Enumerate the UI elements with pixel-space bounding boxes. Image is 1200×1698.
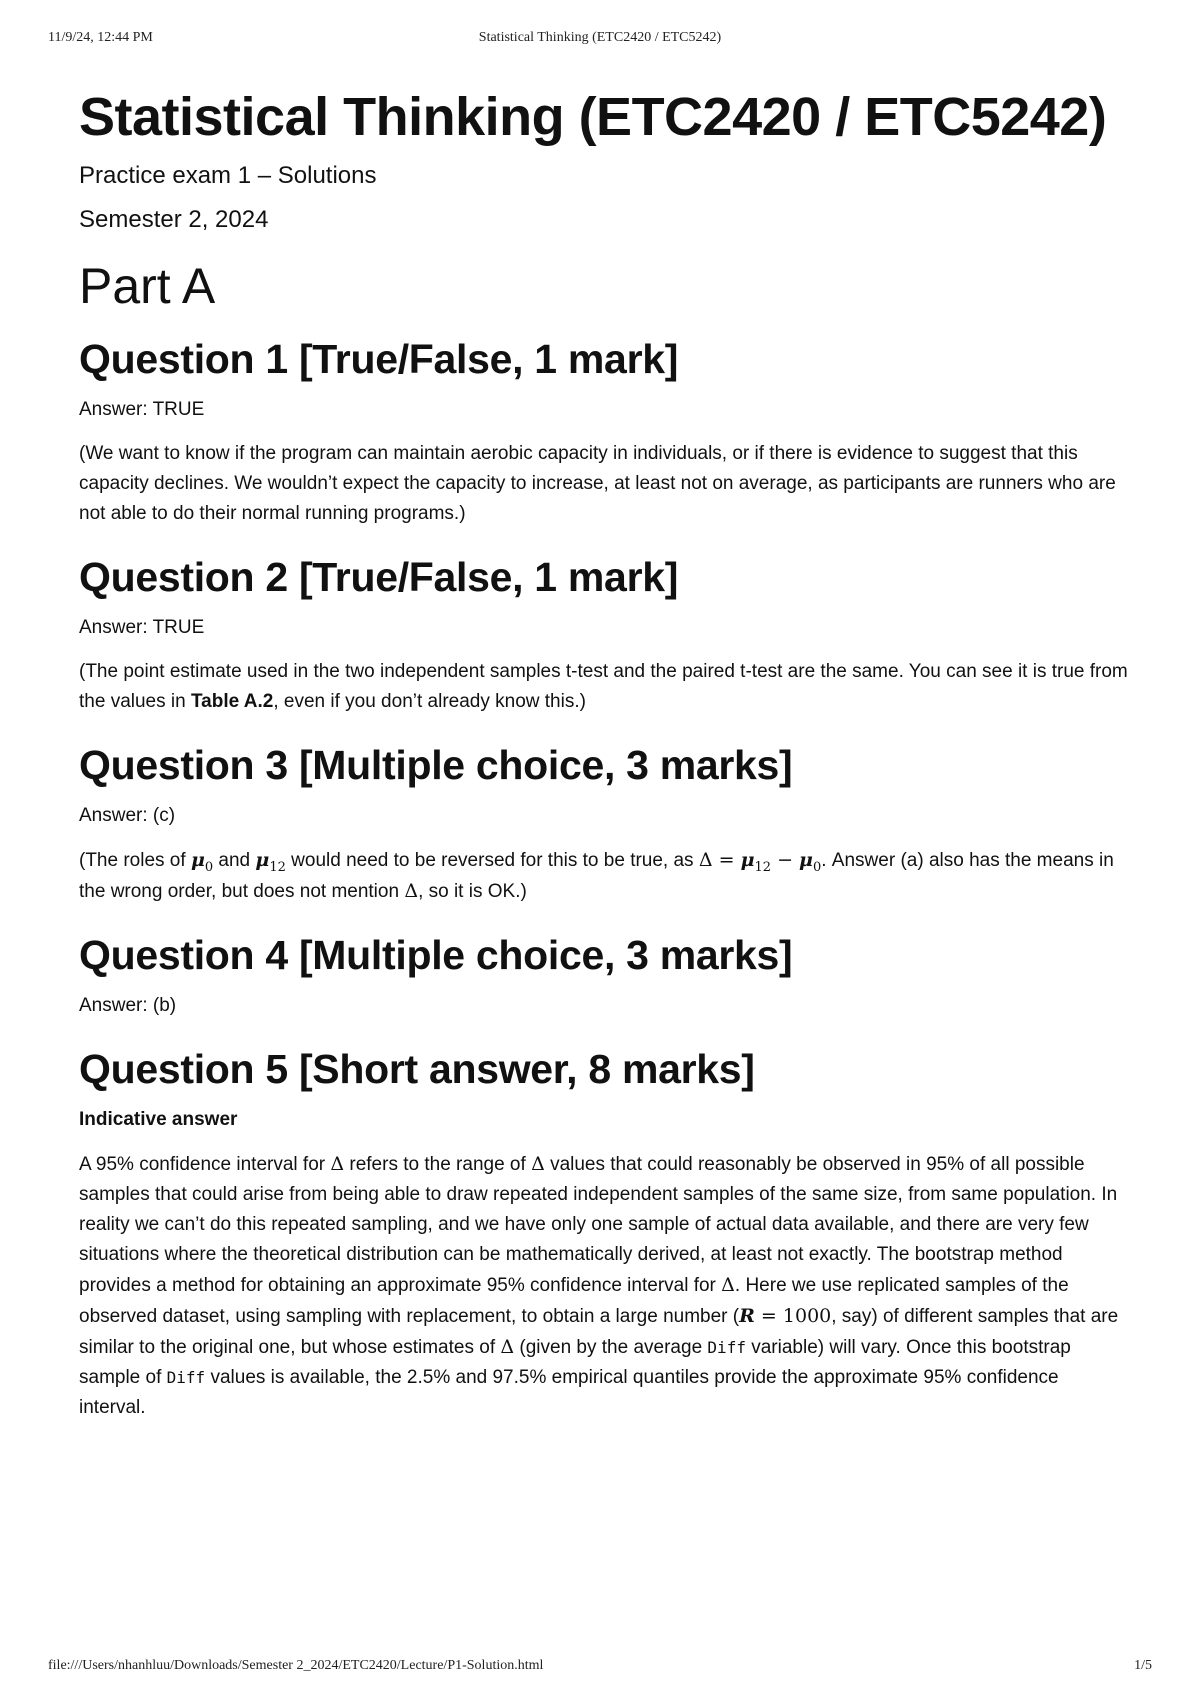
document-title: Statistical Thinking (ETC2420 / ETC5242)	[79, 87, 1107, 147]
code-diff: Diff	[166, 1368, 206, 1387]
math-delta: Δ	[404, 880, 419, 902]
print-header	[48, 30, 1152, 50]
table-reference: Table A.2	[190, 691, 274, 712]
question-5-answer-body: A 95% confidence interval for Δ refers to the range of Δ values that could reasonably be observed in 95% of all possible samples that could arise from being able to draw repeated independent samples of the same size, from same population. In reality we can’t do this repeated sampling, and we have only one sample of actual data available, and there are very few situations where the theoretical distribution can be mathematically derived, at least not exactly. The bootstrap method provides a method for obtaining an approximate 95% confidence interval for Δ. Here we use replicated samples of the observed dataset, using sampling with replacement, to obtain a large number (R = 1000, say) of different samples that are similar to the original one, but whose estimates of Δ (given by the average Diff variable) will vary. Once this bootstrap sample of Diff values is available, the 2.5% and 97.5% empirical quantiles provide the approximate 95% confidence interval.	[79, 1153, 1119, 1418]
code-diff: Diff	[707, 1338, 746, 1357]
print-page-number: 1/5	[1134, 1658, 1152, 1673]
document-subtitle: Practice exam 1 – Solutions	[79, 162, 377, 189]
part-heading: Part A	[79, 258, 216, 314]
math-r: R	[739, 1305, 755, 1327]
indicative-answer-label: Indicative answer	[79, 1109, 238, 1130]
document-content	[79, 86, 1129, 1423]
math-delta: Δ	[698, 849, 713, 871]
question-1-heading: Question 1 [True/False, 1 mark]	[79, 336, 679, 382]
print-footer	[48, 1658, 1152, 1678]
question-3-answer: Answer: (c)	[79, 805, 176, 826]
question-1-answer: Answer: TRUE	[79, 399, 205, 420]
question-4-heading: Question 4 [Multiple choice, 3 marks]	[79, 932, 793, 978]
document-semester: Semester 2, 2024	[79, 206, 269, 233]
question-2-answer: Answer: TRUE	[79, 617, 205, 638]
print-title: Statistical Thinking (ETC2420 / ETC5242)	[478, 30, 722, 45]
question-2-heading: Question 2 [True/False, 1 mark]	[79, 554, 679, 600]
math-mu: μ	[255, 849, 270, 871]
question-5-heading: Question 5 [Short answer, 8 marks]	[79, 1046, 755, 1092]
question-2-explanation: (The point estimate used in the two independent samples t-test and the paired t-test are the same. You can see it is true from the values in Table A.2, even if you don’t already know this.)	[79, 661, 1128, 712]
print-datetime: 11/9/24, 12:44 PM	[48, 30, 153, 45]
math-mu: μ	[190, 849, 205, 871]
math-delta: Δ	[330, 1153, 345, 1175]
question-3-explanation: (The roles of $\mu_0$ and $\mu_{12}$ would need to be reversed for this to be true, as $\Delta = \mu_{12} - \mu_0$. Answer (a) also has the means in the wrong order, but does not mention Δ, so it is OK.)	[79, 849, 1114, 902]
question-4-answer: Answer: (b)	[79, 995, 177, 1016]
question-1-explanation: (We want to know if the program can maintain aerobic capacity in individuals, or if there is evidence to suggest that this capacity declines. We wouldn’t expect the capacity to increase, at least not on average, as participants are runners who are not able to do their normal running programs.)	[79, 443, 1116, 524]
print-file-path: file:///Users/nhanhluu/Downloads/Semester 2_2024/ETC2420/Lecture/P1-Solution.html	[48, 1658, 544, 1673]
question-3-heading: Question 3 [Multiple choice, 3 marks]	[79, 742, 793, 788]
